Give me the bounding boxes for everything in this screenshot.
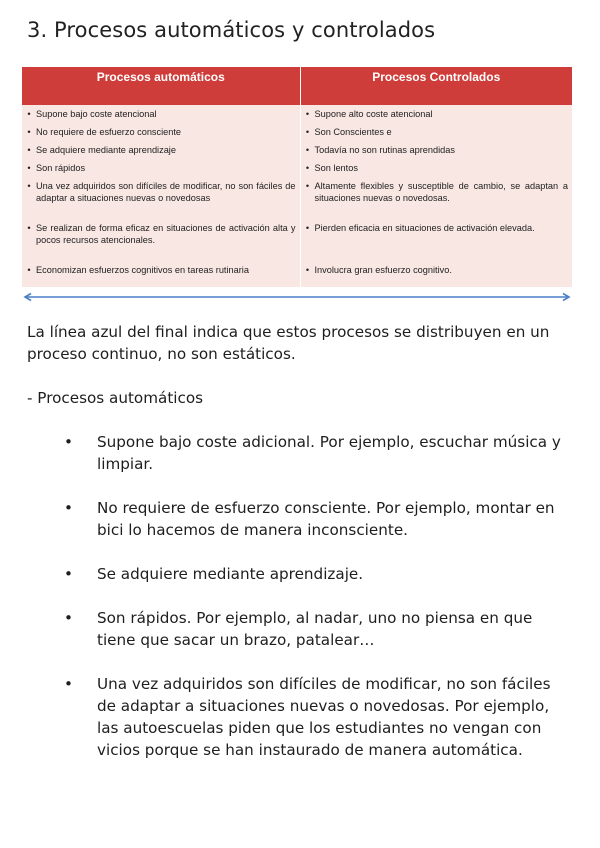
bullet-icon: • <box>305 223 310 233</box>
list-item <box>27 673 577 761</box>
continuum-arrow <box>22 292 572 302</box>
table-row <box>22 261 572 289</box>
controlled-cell <box>300 105 572 123</box>
automatic-cell <box>22 177 300 219</box>
bullet-icon: • <box>64 609 73 627</box>
bullet-icon: • <box>64 433 73 451</box>
bullet-icon: • <box>305 181 310 191</box>
automatic-cell <box>22 159 300 177</box>
controlled-cell <box>300 261 572 289</box>
table-row <box>22 177 572 219</box>
table-row <box>22 141 572 159</box>
list-item-text: Supone bajo coste adicional. Por ejemplo, escuchar música y limpiar. <box>97 433 561 473</box>
controlled-cell <box>300 159 572 177</box>
cell-text: No requiere de esfuerzo consciente <box>36 127 182 137</box>
subheading: - Procesos automáticos <box>27 389 204 407</box>
cell-text: Son rápidos <box>36 163 86 173</box>
list-item-text: No requiere de esfuerzo consciente. Por ejemplo, montar en bici lo hacemos de manera inconsciente. <box>97 499 555 539</box>
cell-text: Se adquiere mediante aprendizaje <box>36 145 176 155</box>
bullet-icon: • <box>64 565 73 583</box>
automatic-cell <box>22 123 300 141</box>
controlled-cell <box>300 141 572 159</box>
cell-text: Una vez adquiridos son difíciles de modificar, no son fáciles de adaptar a situaciones nuevas o novedosas <box>36 181 296 203</box>
bullet-icon: • <box>27 109 31 119</box>
comparison-table <box>22 67 572 289</box>
automatic-cell <box>22 105 300 123</box>
header-automatic: Procesos automáticos <box>22 67 300 105</box>
bullet-icon: • <box>27 127 31 137</box>
bullet-icon: • <box>305 163 310 173</box>
list-item <box>27 497 577 541</box>
bullet-icon: • <box>305 265 310 275</box>
cell-text: Economizan esfuerzos cognitivos en tareas rutinaria <box>36 265 249 275</box>
page-title: 3. Procesos automáticos y controlados <box>27 18 436 42</box>
cell-text: Supone bajo coste atencional <box>36 109 157 119</box>
bullet-icon: • <box>64 499 73 517</box>
table-row <box>22 159 572 177</box>
table-row <box>22 123 572 141</box>
bullet-list <box>27 431 577 761</box>
cell-text: Involucra gran esfuerzo cognitivo. <box>314 265 452 275</box>
cell-text: Se realizan de forma eficaz en situaciones de activación alta y pocos recursos atencionales. <box>36 223 296 245</box>
controlled-cell <box>300 177 572 219</box>
cell-text: Todavía no son rutinas aprendidas <box>314 145 455 155</box>
bullet-icon: • <box>27 265 31 275</box>
intro-paragraph: La línea azul del final indica que estos procesos se distribuyen en un proceso continuo, no son estáticos. <box>27 323 550 363</box>
list-item-text: Se adquiere mediante aprendizaje. <box>97 565 364 583</box>
header-controlled: Procesos Controlados <box>300 67 572 105</box>
cell-text: Son lentos <box>314 163 358 173</box>
list-item <box>27 607 577 651</box>
bullet-icon: • <box>305 127 310 137</box>
bullet-icon: • <box>27 223 31 233</box>
list-item <box>27 563 577 585</box>
bullet-icon: • <box>27 181 31 191</box>
cell-text: Altamente flexibles y susceptible de cambio, se adaptan a situaciones nuevas o novedosas. <box>314 181 568 203</box>
bullet-icon: • <box>64 675 73 693</box>
comparison-table-image <box>22 67 572 287</box>
body-text <box>27 321 577 783</box>
cell-text: Son Conscientes e <box>314 127 392 137</box>
bullet-icon: • <box>305 145 310 155</box>
bullet-icon: • <box>27 145 31 155</box>
cell-text: Pierden eficacia en situaciones de activación elevada. <box>314 223 535 233</box>
list-item <box>27 431 577 475</box>
bullet-icon: • <box>27 163 31 173</box>
list-item-text: Son rápidos. Por ejemplo, al nadar, uno no piensa en que tiene que sacar un brazo, patalear… <box>97 609 533 649</box>
automatic-cell <box>22 261 300 289</box>
controlled-cell <box>300 219 572 261</box>
list-item-text: Una vez adquiridos son difíciles de modificar, no son fáciles de adaptar a situaciones nuevas o novedosas. Por ejemplo, las autoescuelas piden que los estudiantes no vengan con vicios porque se han instaurado de manera automática. <box>97 675 551 759</box>
controlled-cell <box>300 123 572 141</box>
cell-text: Supone alto coste atencional <box>314 109 433 119</box>
table-row <box>22 105 572 123</box>
table-row <box>22 219 572 261</box>
automatic-cell <box>22 219 300 261</box>
automatic-cell <box>22 141 300 159</box>
bullet-icon: • <box>305 109 310 119</box>
